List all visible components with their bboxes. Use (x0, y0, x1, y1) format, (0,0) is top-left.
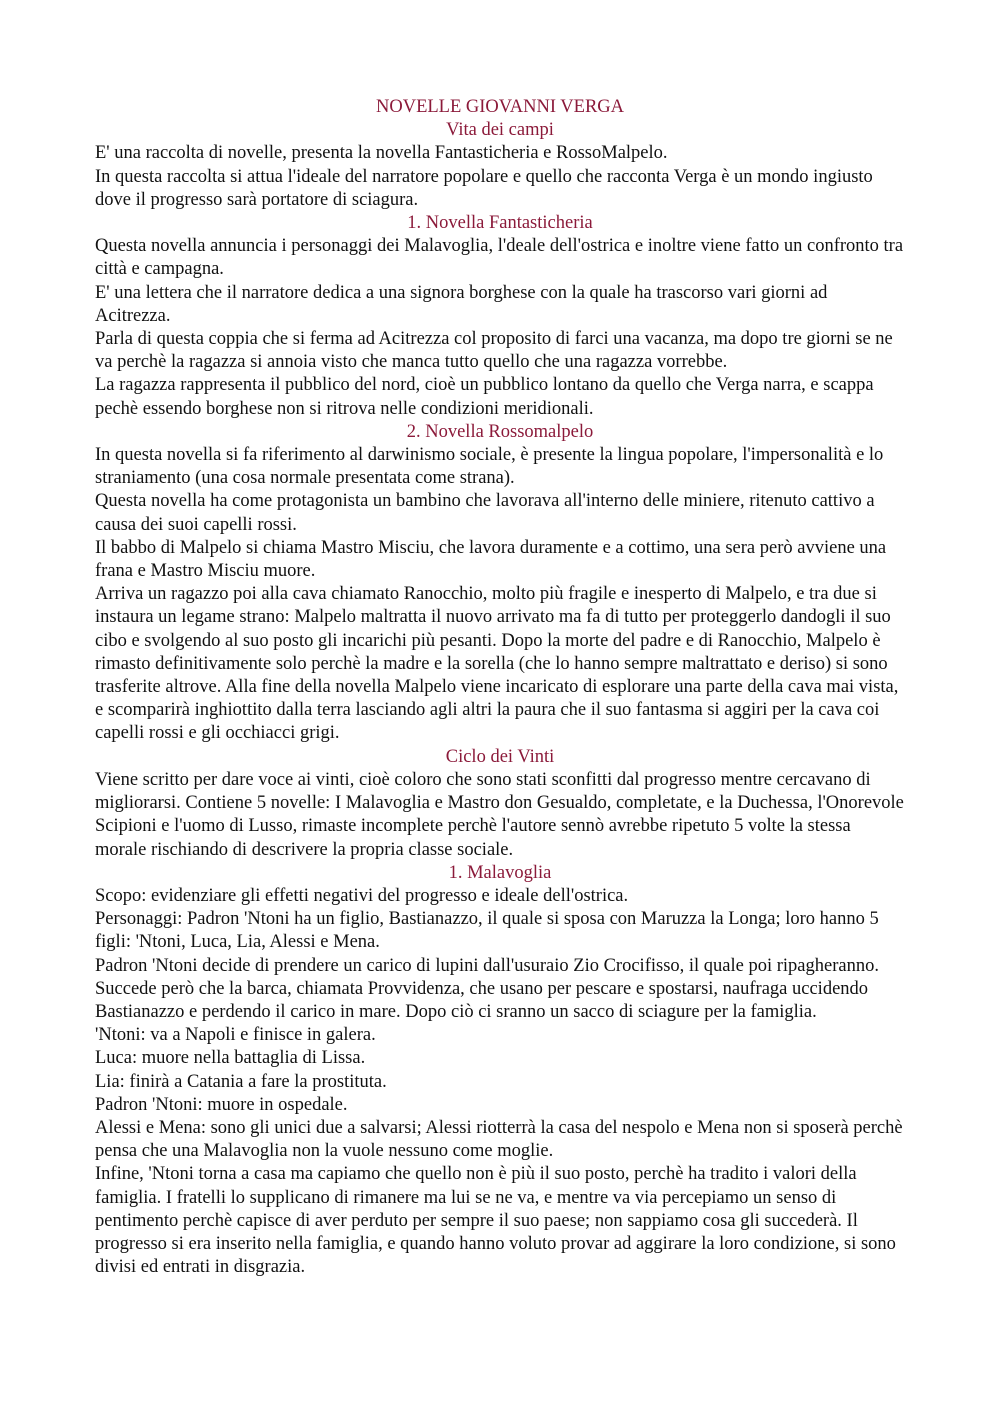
document-body (95, 119, 905, 1279)
paragraph: Questa novella ha come protagonista un bambino che lavorava all'interno delle miniere, ritenuto cattivo a causa dei suoi capelli rossi. (95, 491, 875, 535)
section-heading: Ciclo dei Vinti (445, 746, 555, 767)
paragraph: Padron 'Ntoni: muore in ospedale. (95, 1094, 348, 1115)
paragraph: La ragazza rappresenta il pubblico del nord, cioè un pubblico lontano da quello che Verga narra, e scappa pechè essendo borghese non si ritrova nelle condizioni meridionali. (95, 375, 874, 419)
paragraph: Luca: muore nella battaglia di Lissa. (95, 1048, 366, 1069)
document-title: NOVELLE GIOVANNI VERGA (375, 97, 624, 117)
paragraph: Arriva un ragazzo poi alla cava chiamato Ranocchio, molto più fragile e inesperto di Malpelo, e tra due si instaura un legame strano: Malpelo maltratta il nuovo arrivato ma fa di tutto per proteggerlo dandogli il suo cibo e svolgendo al suo posto gli incarichi più pesanti. Dopo la morte del padre e di Ranocchio, Malpelo è rimasto definitivamente solo perchè la madre e la sorella (che lo hanno sempre maltrattato e deriso) si sono trasferite altrove. Alla fine della novella Malpelo viene incaricato di esplorare una parte della cava mai vista, e scomparirà inghiottito dalla terra lasciando agli altri la paura che il suo fantasma si aggiri per la cava coi capelli rossi e gli occhiacci grigi. (95, 584, 899, 744)
paragraph: Il babbo di Malpelo si chiama Mastro Misciu, che lavora duramente e a cottimo, una sera però avviene una frana e Mastro Misciu muore. (95, 537, 887, 582)
section-heading: 1. Novella Fantasticheria (407, 213, 593, 234)
paragraph: E' una lettera che il narratore dedica a una signora borghese con la quale ha trascorso vari giorni ad Acitrezza. (95, 282, 828, 326)
section-heading: 2. Novella Rossomalpelo (406, 421, 594, 442)
paragraph: Questa novella annuncia i personaggi dei Malavoglia, l'deale dell'ostrica e inoltre viene fatto un confronto tra città e campagna. (95, 236, 904, 280)
document-page (95, 96, 905, 1279)
paragraph: 'Ntoni: va a Napoli e finisce in galera. (95, 1025, 376, 1046)
paragraph: In questa novella si fa riferimento al darwinismo sociale, è presente la lingua popolare, l'impersonalità e lo straniamento (una cosa normale presentata come strana). (95, 445, 884, 489)
section-heading: 1. Malavoglia (448, 862, 552, 883)
paragraph: Personaggi: Padron 'Ntoni ha un figlio, Bastianazzo, il quale si sposa con Maruzza la Longa; loro hanno 5 figli: 'Ntoni, Luca, Lia, Alessi e Mena. (95, 909, 879, 953)
paragraph: In questa raccolta si attua l'ideale del narratore popolare e quello che racconta Verga è un mondo ingiusto dove il progresso sarà portatore di sciagura. (95, 166, 873, 210)
section-heading: Vita dei campi (446, 120, 554, 141)
paragraph: Infine, 'Ntoni torna a casa ma capiamo che quello non è più il suo posto, perchè ha tradito i valori della famiglia. I fratelli lo supplicano di rimanere ma lui se ne va, e mentre va via percepiamo un senso di pentimento perchè capisce di aver perduto per sempre il suo paese; non sappiamo cosa gli succederà. Il progresso si era inserito nella famiglia, e quando hanno voluto provar ad aggirare la loro condizione, si sono divisi ed entrati in disgrazia. (95, 1164, 896, 1278)
paragraph: Viene scritto per dare voce ai vinti, cioè coloro che sono stati sconfitti dal progresso mentre cercavano di migliorarsi. Contiene 5 novelle: I Malavoglia e Mastro don Gesualdo, completate, e la Duchessa, l'Onorevole Scipioni e l'uomo di Lusso, rimaste incomplete perchè l'autore sennò avrebbe ripetuto 5 volte la stessa morale rischiando di descrivere la propria classe sociale. (95, 769, 904, 860)
paragraph: E' una raccolta di novelle, presenta la novella Fantasticheria e RossoMalpelo. (95, 143, 668, 164)
paragraph: Scopo: evidenziare gli effetti negativi del progresso e ideale dell'ostrica. (95, 885, 629, 906)
paragraph: Parla di questa coppia che si ferma ad Acitrezza col proposito di farci una vacanza, ma dopo tre giorni se ne va perchè la ragazza si annoia visto che manca tutto quello che una ragazza vorrebbe. (95, 329, 893, 373)
paragraph: Padron 'Ntoni decide di prendere un carico di lupini dall'usuraio Zio Crocifisso, il quale poi ripagheranno. Succede però che la barca, chiamata Provvidenza, che usano per pescare e spostarsi, naufraga uccidendo Bastianazzo e perdendo il carico in mare. Dopo ciò ci sranno un sacco di sciagure per la famiglia. (95, 955, 879, 1022)
paragraph: Alessi e Mena: sono gli unici due a salvarsi; Alessi riotterrà la casa del nespolo e Mena non si sposerà perchè pensa che una Malavoglia non la vuole nessuno come moglie. (95, 1117, 903, 1162)
paragraph: Lia: finirà a Catania a fare la prostituta. (95, 1071, 387, 1092)
